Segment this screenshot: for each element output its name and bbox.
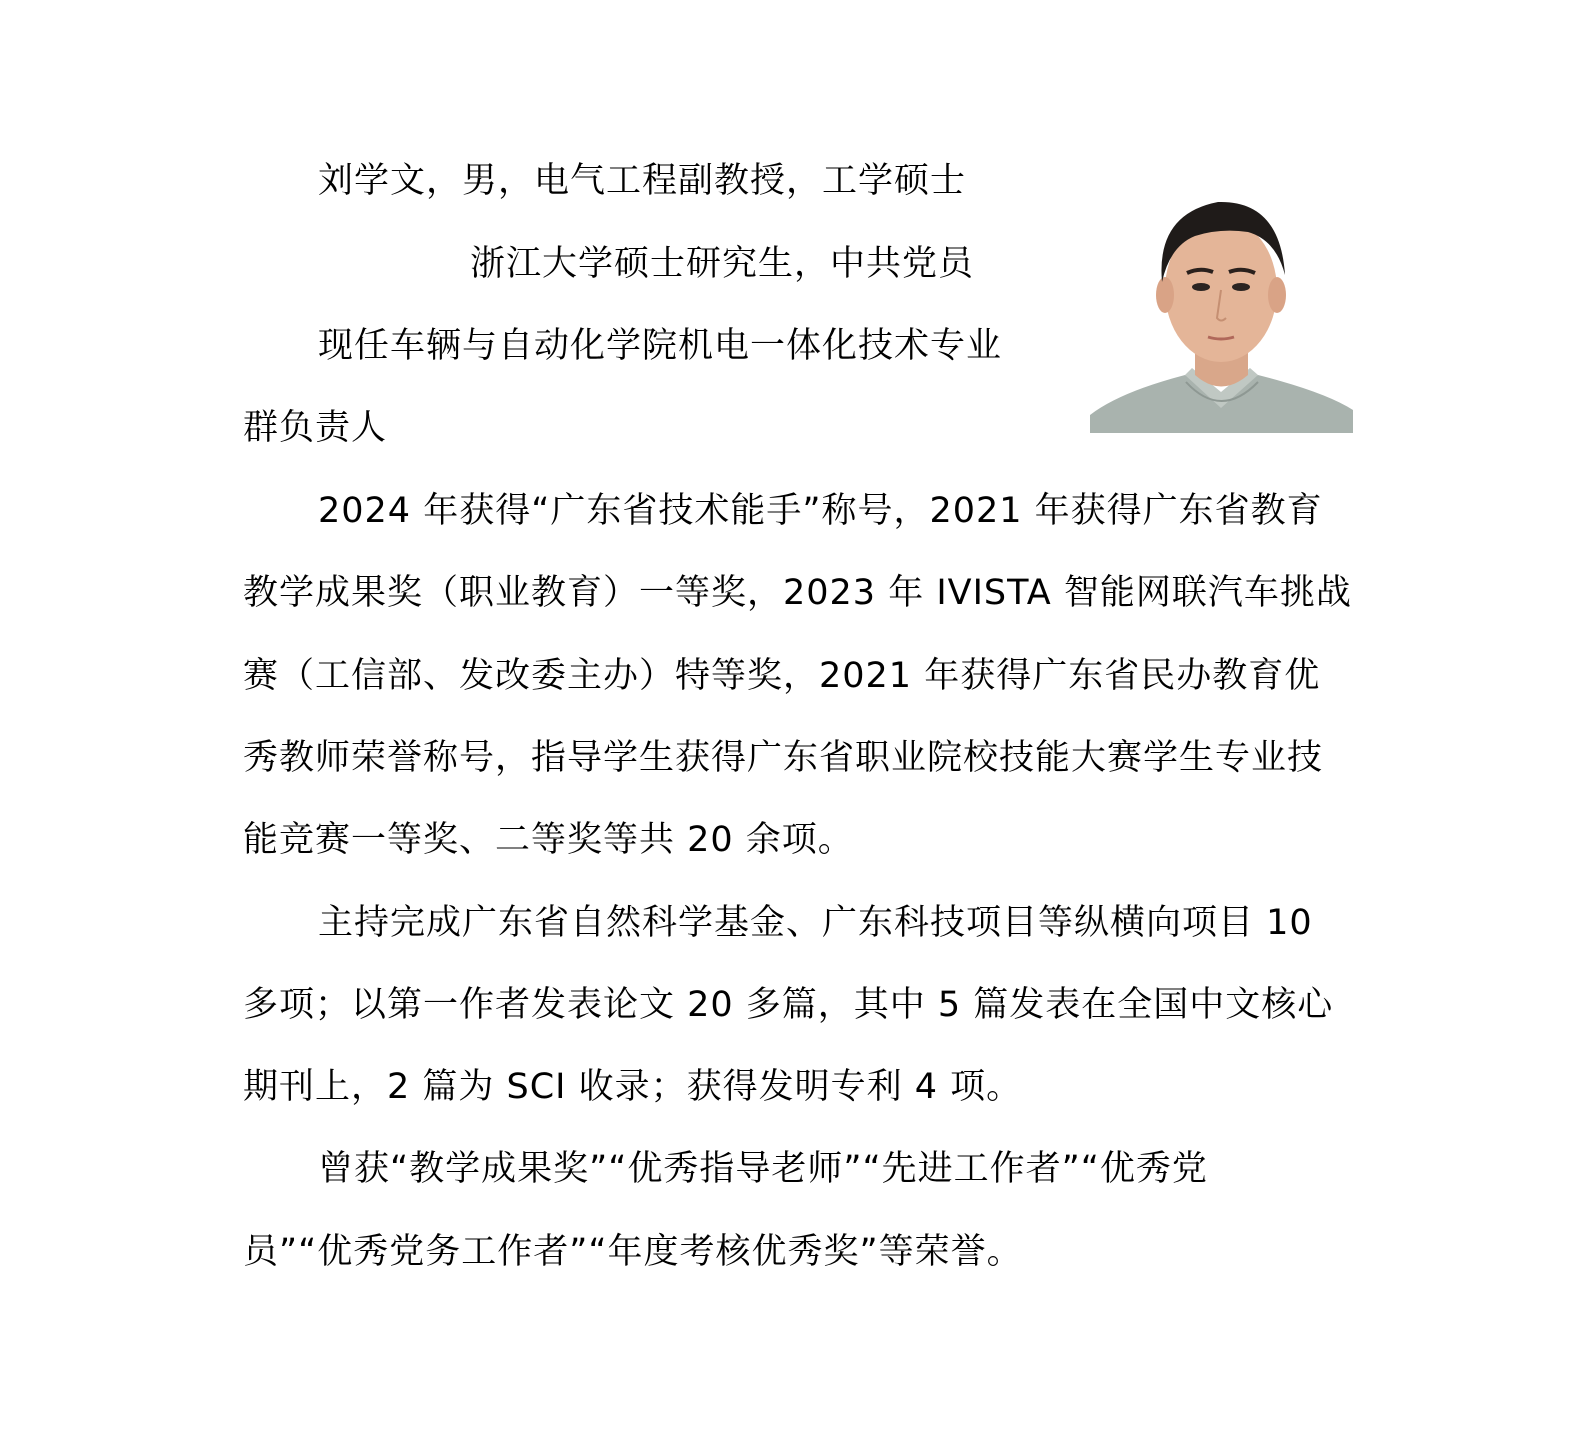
research-line-3: 期刊上，2 篇为 SCI 收录；获得发明专利 4 项。 xyxy=(243,1067,1023,1107)
honors-line-1: 曾获“教学成果奖”“优秀指导老师”“先进工作者”“优秀党 xyxy=(318,1149,1208,1189)
honors-line-2: 员”“优秀党务工作者”“年度考核优秀奖”等荣誉。 xyxy=(243,1232,1023,1272)
portrait-photo xyxy=(1090,170,1353,433)
research-line-2: 多项；以第一作者发表论文 20 多篇，其中 5 篇发表在全国中文核心 xyxy=(243,985,1334,1025)
awards-line-5: 能竞赛一等奖、二等奖等共 20 余项。 xyxy=(243,820,854,860)
research-line-1: 主持完成广东省自然科学基金、广东科技项目等纵横向项目 10 xyxy=(318,903,1313,943)
awards-line-4: 秀教师荣誉称号，指导学生获得广东省职业院校技能大赛学生专业技 xyxy=(243,738,1324,778)
awards-line-1: 2024 年获得“广东省技术能手”称号，2021 年获得广东省教育 xyxy=(318,491,1323,531)
profile-line-3: 现任车辆与自动化学院机电一体化技术专业 xyxy=(318,326,1003,366)
awards-line-3: 赛（工信部、发改委主办）特等奖，2021 年获得广东省民办教育优 xyxy=(243,656,1321,696)
awards-line-2: 教学成果奖（职业教育）一等奖，2023 年 IVISTA 智能网联汽车挑战 xyxy=(243,573,1352,613)
profile-line-2: 浙江大学硕士研究生，中共党员 xyxy=(470,244,975,284)
profile-line-4: 群负责人 xyxy=(243,408,388,448)
profile-line-1: 刘学文，男，电气工程副教授，工学硕士 xyxy=(318,161,967,201)
